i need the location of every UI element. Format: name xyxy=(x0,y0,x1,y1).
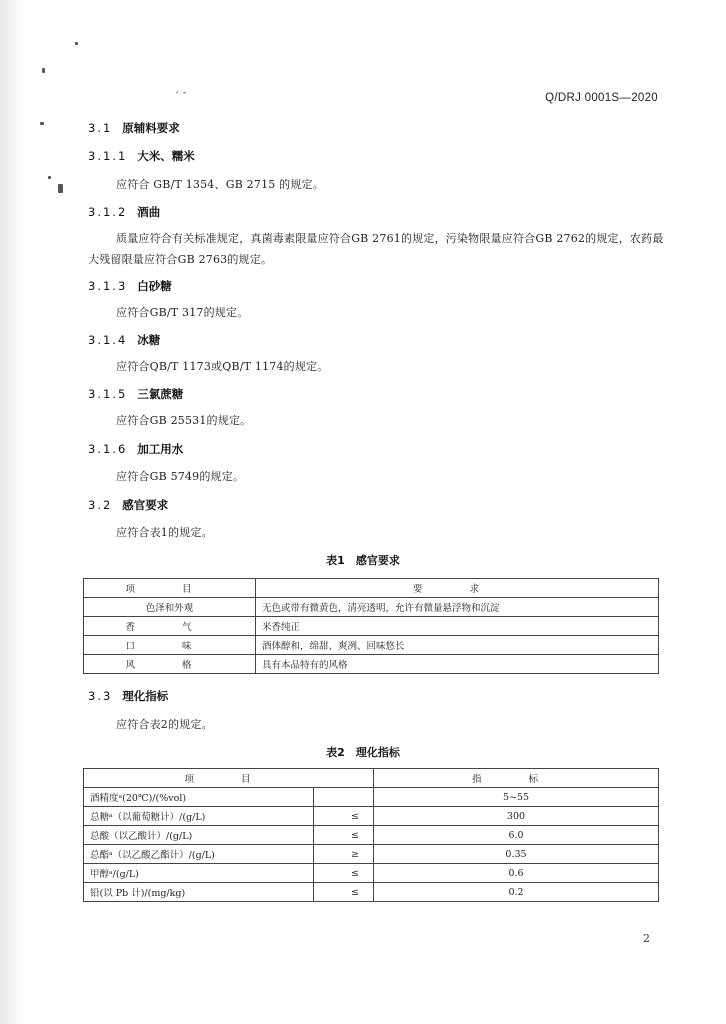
table2-relation: ≤ xyxy=(314,864,374,883)
section-3-3-heading xyxy=(88,688,168,704)
section-number: 3.1 xyxy=(88,121,113,135)
section-3-1-4-heading xyxy=(88,332,160,348)
section-3-1-1-text: 应符合 GB/T 1354、GB 2715 的规定。 xyxy=(116,178,324,191)
table2-relation: ≤ xyxy=(314,826,374,845)
scan-mark: ˊ ˉ xyxy=(174,92,188,103)
table2-item: 总酸（以乙酸计）/(g/L) xyxy=(84,826,314,845)
table1-caption: 表1 感官要求 xyxy=(326,554,400,567)
scan-speck xyxy=(75,42,78,45)
table1-req: 米香纯正 xyxy=(256,617,659,636)
section-number: 3.1.2 xyxy=(88,205,128,219)
table2-header-row xyxy=(84,769,659,788)
section-title: 原辅料要求 xyxy=(122,121,180,135)
section-number: 3.1.1 xyxy=(88,149,128,163)
scan-speck xyxy=(40,122,44,125)
section-3-1-5-text: 应符合GB 25531的规定。 xyxy=(116,414,252,427)
table2-item: 铅(以 Pb 计)/(mg/kg) xyxy=(84,883,314,902)
table-row xyxy=(84,617,659,636)
table1-header-item: 项 目 xyxy=(84,579,256,598)
table2-header-value: 指 标 xyxy=(374,769,659,788)
section-3-2-text: 应符合表1的规定。 xyxy=(116,526,213,539)
table2-item: 甲醇ᵃ/(g/L) xyxy=(84,864,314,883)
section-title: 大米、糯米 xyxy=(137,149,195,163)
section-number: 3.2 xyxy=(88,498,113,512)
table1-header-row xyxy=(84,579,659,598)
section-number: 3.1.5 xyxy=(88,387,128,401)
section-3-1-2-text: 质量应符合有关标准规定，真菌毒素限量应符合GB 2761的规定，污染物限量应符合GB 2762的规定，农药最大残留限量应符合GB 2763的规定。 xyxy=(88,232,664,266)
table1-item: 香 气 xyxy=(84,617,256,636)
scan-speck xyxy=(58,184,63,193)
table-row xyxy=(84,807,659,826)
section-3-1-1-heading xyxy=(88,148,195,164)
table-row xyxy=(84,598,659,617)
section-number: 3.1.4 xyxy=(88,333,128,347)
scan-speck xyxy=(48,176,51,179)
table-row xyxy=(84,788,659,807)
table2-value: 0.2 xyxy=(374,883,659,902)
table1-item: 色泽和外观 xyxy=(84,598,256,617)
section-title: 三氯蔗糖 xyxy=(137,387,184,401)
table2-relation: ≤ xyxy=(314,807,374,826)
section-3-1-3-text: 应符合GB/T 317的规定。 xyxy=(116,306,249,319)
section-3-1-3-heading xyxy=(88,278,172,294)
table-row xyxy=(84,655,659,674)
table2-relation: ≤ xyxy=(314,883,374,902)
table1-item: 风 格 xyxy=(84,655,256,674)
section-3-1-6-text: 应符合GB 5749的规定。 xyxy=(116,470,245,483)
section-3-1-4-text: 应符合QB/T 1173或QB/T 1174的规定。 xyxy=(116,360,329,373)
table-row xyxy=(84,845,659,864)
section-number: 3.3 xyxy=(88,689,113,703)
section-title: 感官要求 xyxy=(122,498,169,512)
table1-req: 酒体醇和，绵甜、爽冽、回味悠长 xyxy=(256,636,659,655)
table2-item: 总糖ᵃ（以葡萄糖计）/(g/L) xyxy=(84,807,314,826)
section-number: 3.1.6 xyxy=(88,442,128,456)
section-3-1-2-heading xyxy=(88,204,160,220)
table1-header-req: 要 求 xyxy=(256,579,659,598)
section-3-3-text: 应符合表2的规定。 xyxy=(116,718,213,731)
section-3-1-5-heading xyxy=(88,386,183,402)
table2-value: 5~55 xyxy=(374,788,659,807)
table1 xyxy=(83,578,659,674)
section-3-2-heading xyxy=(88,497,168,513)
table1-req: 具有本品特有的风格 xyxy=(256,655,659,674)
table2-caption: 表2 理化指标 xyxy=(326,746,400,759)
scan-speck xyxy=(42,68,45,73)
section-number: 3.1.3 xyxy=(88,279,128,293)
table2-item: 总酯ᵃ（以乙酸乙酯计）/(g/L) xyxy=(84,845,314,864)
table2-relation xyxy=(314,788,374,807)
section-3-1-6-heading xyxy=(88,441,183,457)
table2-header-item: 项 目 xyxy=(84,769,374,788)
table1-item: 口 味 xyxy=(84,636,256,655)
section-title: 加工用水 xyxy=(137,442,184,456)
section-title: 理化指标 xyxy=(122,689,169,703)
table2-item: 酒精度ᵃ(20℃)/(%vol) xyxy=(84,788,314,807)
table-row xyxy=(84,864,659,883)
table2-relation: ≥ xyxy=(314,845,374,864)
section-3-1-heading xyxy=(88,120,180,136)
table2 xyxy=(83,768,659,902)
table2-value: 6.0 xyxy=(374,826,659,845)
table-row xyxy=(84,826,659,845)
page-number: 2 xyxy=(643,932,650,945)
table-row xyxy=(84,636,659,655)
section-title: 酒曲 xyxy=(137,205,161,219)
document-code: Q/DRJ 0001S—2020 xyxy=(545,92,658,104)
table2-value: 0.35 xyxy=(374,845,659,864)
table1-req: 无色或带有微黄色，清亮透明，允许有微量悬浮物和沉淀 xyxy=(256,598,659,617)
section-title: 冰糖 xyxy=(137,333,161,347)
table-row xyxy=(84,883,659,902)
table2-value: 0.6 xyxy=(374,864,659,883)
section-title: 白砂糖 xyxy=(137,279,172,293)
scan-edge-shadow xyxy=(0,0,26,1024)
table2-value: 300 xyxy=(374,807,659,826)
